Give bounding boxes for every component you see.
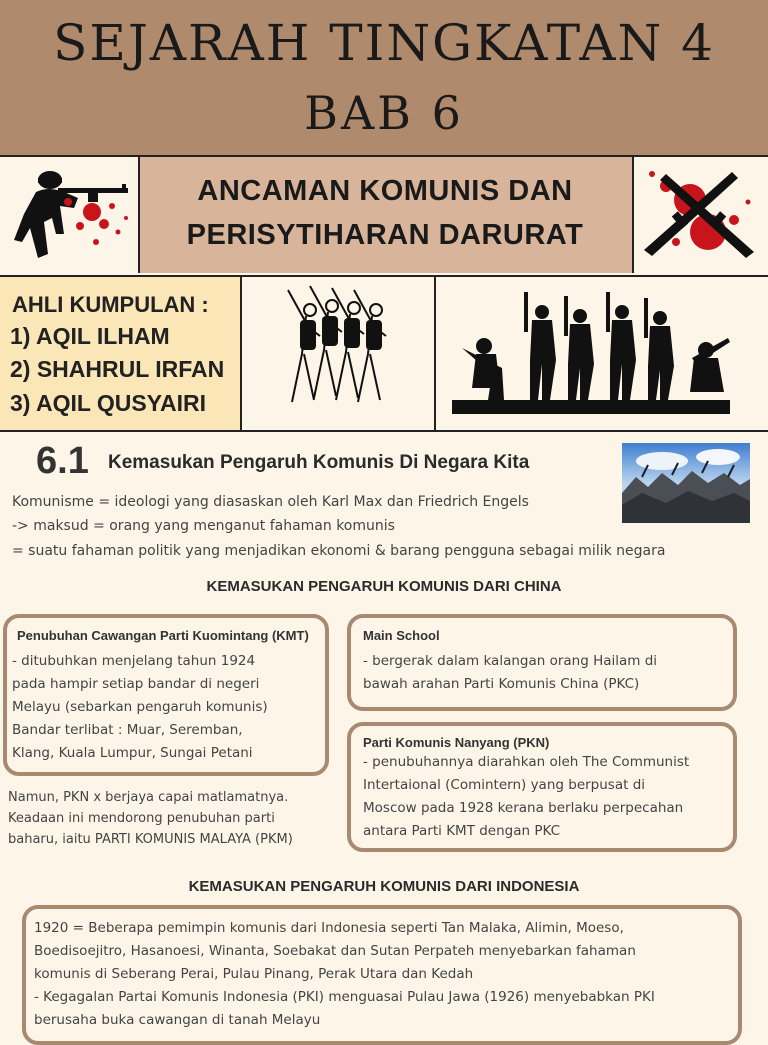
pkm-note bbox=[8, 787, 293, 850]
card-line: Boedisoejitro, Hasanoesi, Winanta, Soebakat dan Sutan Perpateh menyebarkan fahaman bbox=[34, 943, 636, 959]
pkn-card-title: Parti Komunis Nanyang (PKN) bbox=[363, 735, 550, 750]
topic-title-line1: ANCAMAN KOMUNIS DAN bbox=[197, 175, 573, 207]
soldiers-photo bbox=[622, 443, 750, 523]
section-number: 6.1 bbox=[36, 440, 89, 482]
members-title: AHLI KUMPULAN : bbox=[12, 292, 209, 317]
definition-line: Komunisme = ideologi yang diasaskan oleh Karl Max dan Friedrich Engels bbox=[12, 494, 529, 510]
crossed-rifles-icon bbox=[636, 162, 764, 270]
indonesia-card-body bbox=[34, 917, 655, 1032]
member-item: 1) AQIL ILHAM bbox=[10, 323, 170, 349]
card-line: - bergerak dalam kalangan orang Hailam di bbox=[363, 653, 658, 669]
chapter-title: BAB 6 bbox=[304, 86, 464, 140]
member-item: 2) SHAHRUL IRFAN bbox=[10, 356, 225, 382]
card-line: Melayu (sebarkan pengaruh komunis) bbox=[12, 699, 268, 715]
main-school-card-title: Main School bbox=[363, 628, 440, 643]
card-line: Klang, Kuala Lumpur, Sungai Petani bbox=[12, 745, 253, 761]
card-line: Bandar terlibat : Muar, Seremban, bbox=[12, 722, 243, 738]
card-line: - Kegagalan Partai Komunis Indonesia (PKI) menguasai Pulau Jawa (1926) menyebabkan PKI bbox=[34, 989, 655, 1005]
card-line: antara Parti KMT dengan PKC bbox=[363, 823, 561, 839]
marching-soldiers-illustration bbox=[280, 284, 420, 424]
page-title: SEJARAH TINGKATAN 4 bbox=[53, 14, 715, 72]
kmt-card-title: Penubuhan Cawangan Parti Kuomintang (KMT) bbox=[17, 628, 309, 643]
card-line: pada hampir setiap bandar di negeri bbox=[12, 676, 260, 692]
pkn-card-body bbox=[363, 751, 689, 843]
card-line: 1920 = Beberapa pemimpin komunis dari Indonesia seperti Tan Malaka, Alimin, Moeso, bbox=[34, 920, 624, 936]
main-school-card-body bbox=[363, 650, 657, 696]
china-heading: KEMASUKAN PENGARUH KOMUNIS DARI CHINA bbox=[206, 578, 562, 595]
card-line: Intertaional (Comintern) yang berpusat di bbox=[363, 777, 646, 793]
note-line: baharu, iaitu PARTI KOMUNIS MALAYA (PKM) bbox=[8, 832, 293, 847]
divider bbox=[434, 277, 436, 430]
card-line: berusaha buka cawangan di tanah Melayu bbox=[34, 1012, 321, 1028]
card-line: - ditubuhkan menjelang tahun 1924 bbox=[12, 653, 256, 669]
section-title: Kemasukan Pengaruh Komunis Di Negara Kita bbox=[108, 452, 530, 473]
card-line: komunis di Seberang Perai, Pulau Pinang, Perak Utara dan Kedah bbox=[34, 966, 474, 982]
soldiers-silhouette-illustration bbox=[452, 288, 730, 416]
topic-title-line2: PERISYTIHARAN DARURAT bbox=[186, 219, 584, 251]
definition-line: -> maksud = orang yang menganut fahaman komunis bbox=[12, 518, 395, 534]
indonesia-heading: KEMASUKAN PENGARUH KOMUNIS DARI INDONESIA bbox=[188, 878, 580, 895]
soldier-aiming-icon bbox=[8, 162, 133, 270]
kmt-card-body bbox=[12, 650, 268, 765]
definition-line: = suatu fahaman politik yang menjadikan ekonomi & barang pengguna sebagai milik negara bbox=[12, 543, 666, 559]
note-line: Namun, PKN x berjaya capai matlamatnya. bbox=[8, 790, 289, 805]
card-line: bawah arahan Parti Komunis China (PKC) bbox=[363, 676, 640, 692]
member-item: 3) AQIL QUSYAIRI bbox=[10, 390, 206, 416]
card-line: - penubuhannya diarahkan oleh The Communist bbox=[363, 754, 690, 770]
card-line: Moscow pada 1928 kerana berlaku perpecahan bbox=[363, 800, 684, 816]
note-line: Keadaan ini mendorong penubuhan parti bbox=[8, 811, 275, 826]
